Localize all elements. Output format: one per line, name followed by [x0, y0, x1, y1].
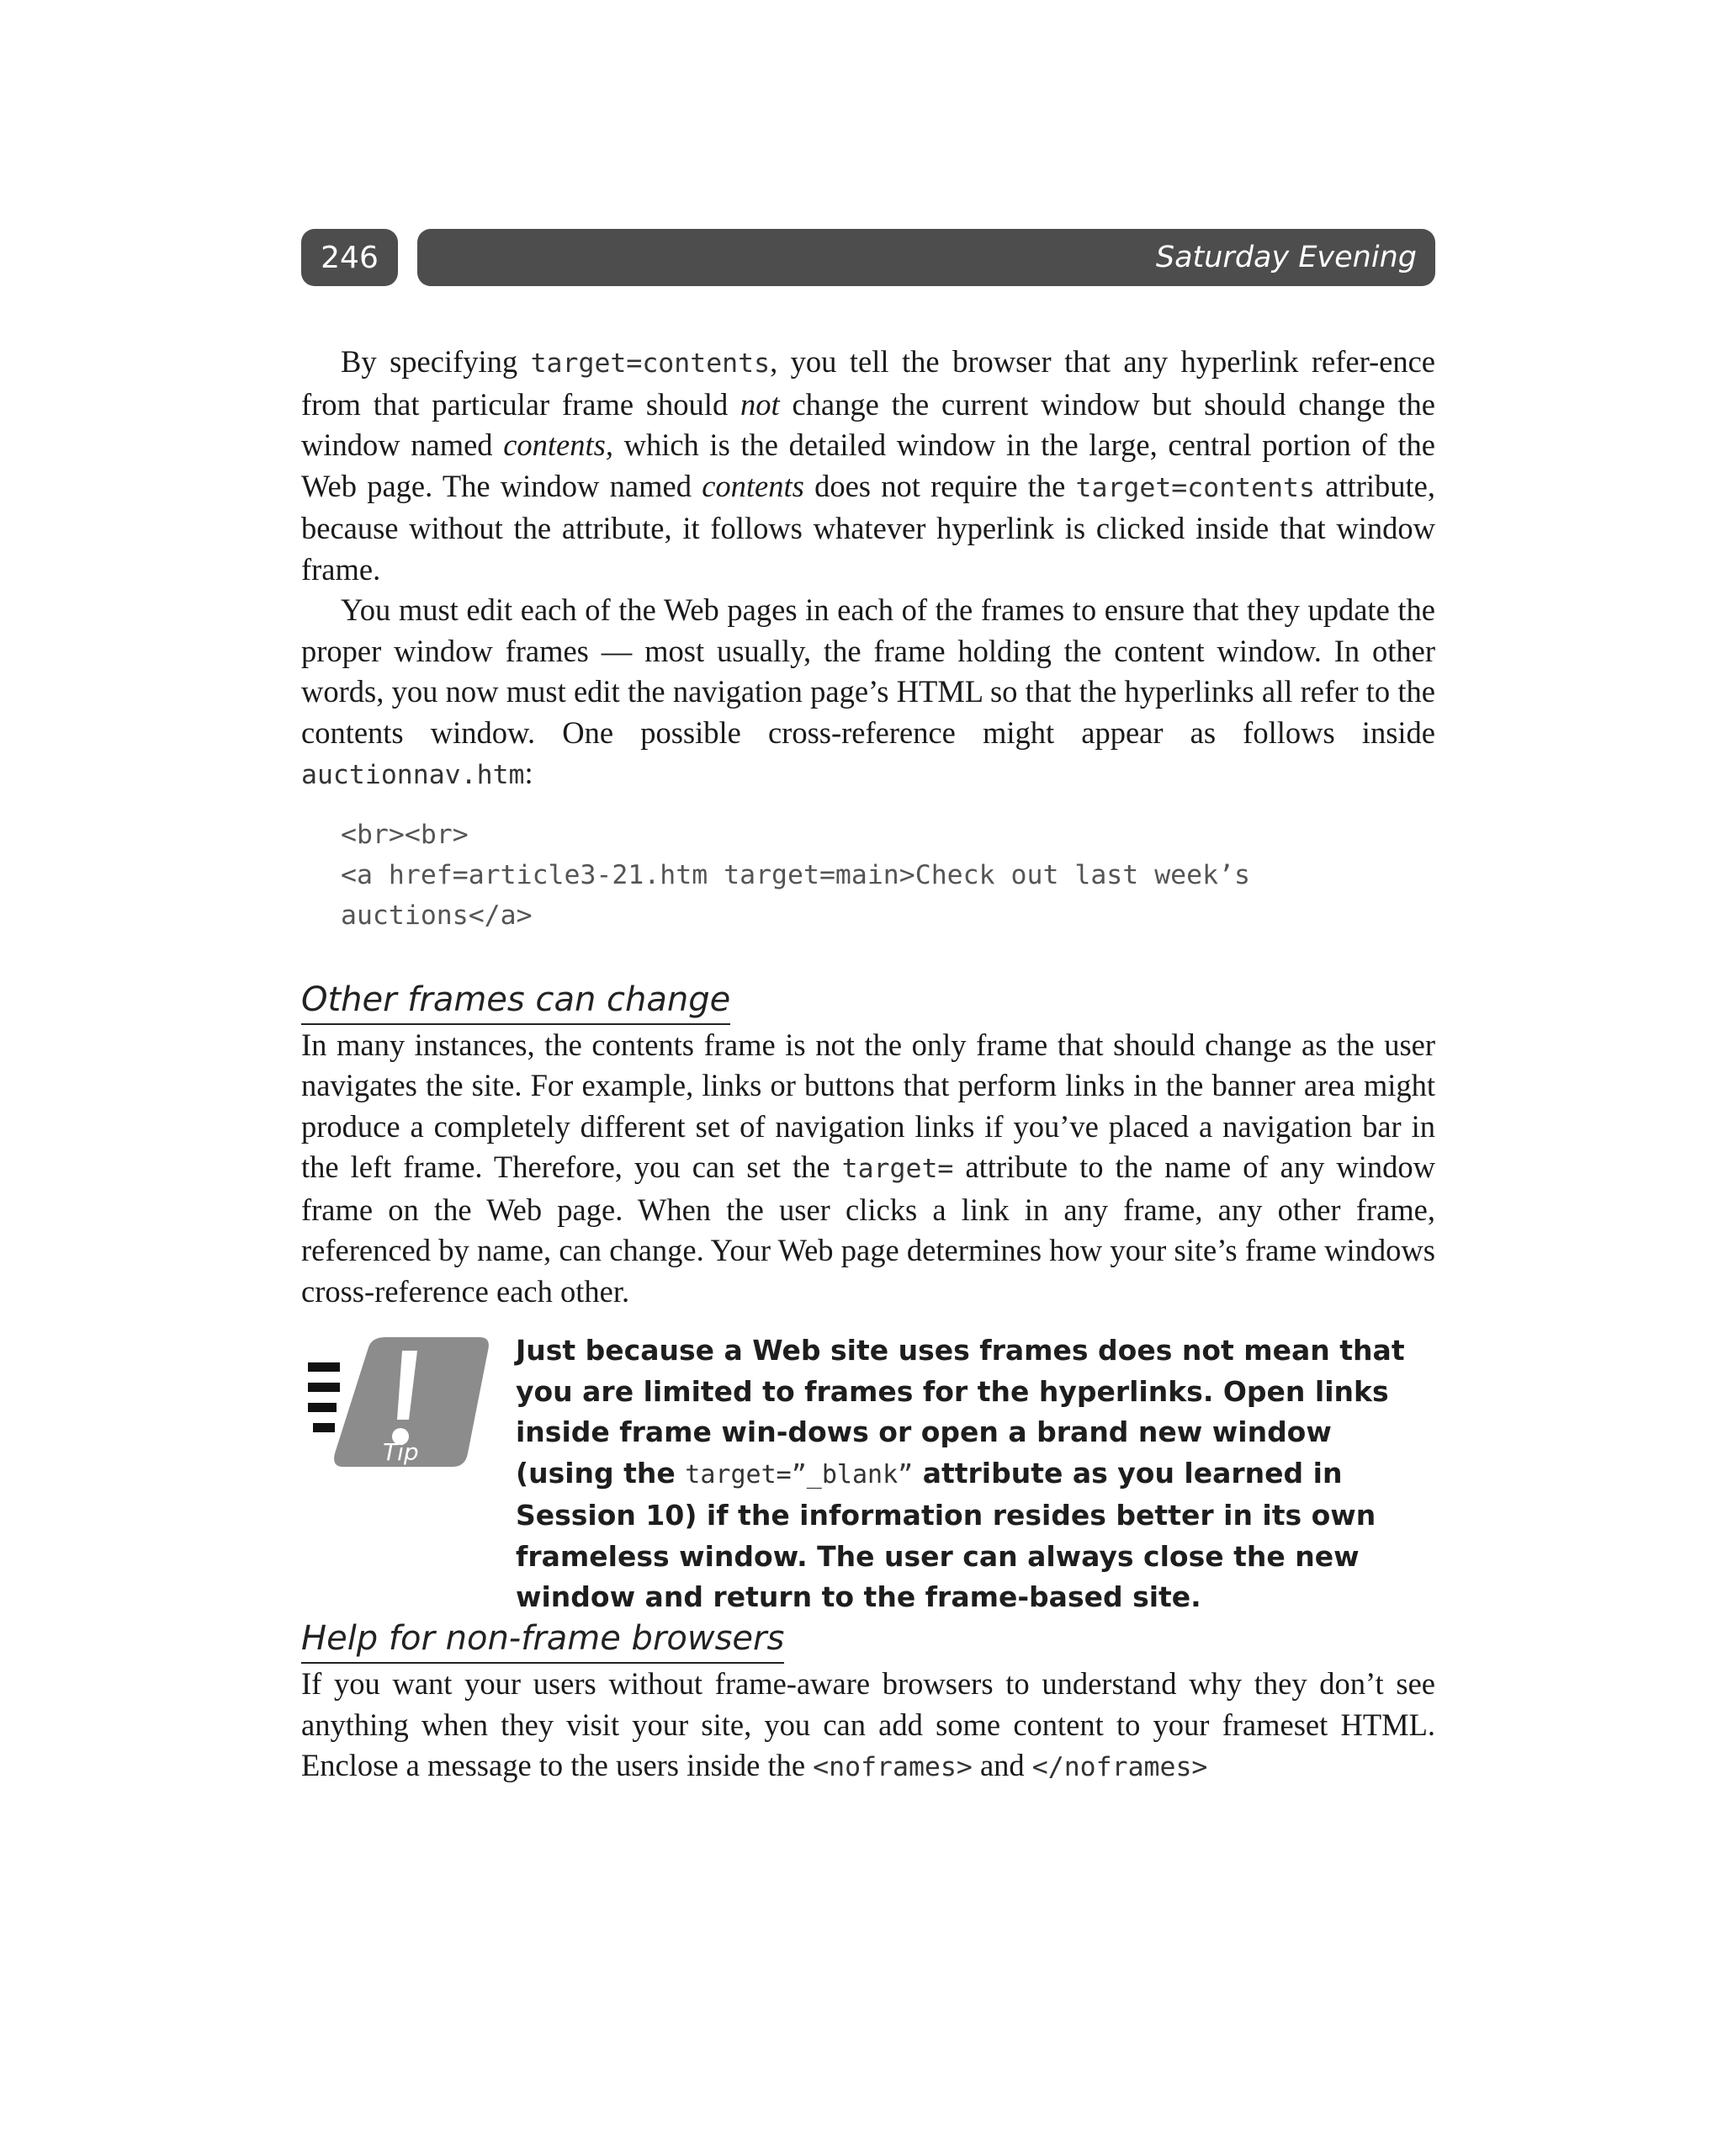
- inline-code: <noframes>: [813, 1752, 973, 1782]
- page-body: [301, 342, 1435, 1788]
- code-example: [341, 815, 1435, 936]
- section-title: Saturday Evening: [1155, 241, 1417, 274]
- text: which is the detailed window in the large, central portion of the Web page. The window named: [301, 427, 1435, 503]
- inline-code: target=contents: [530, 348, 771, 379]
- tip-icon-label: Tip: [383, 1438, 419, 1466]
- text: If you want your users without frame-aware browsers to understand why they don’t see anything when they visit your site, you can add some content to your frameset HTML. Enclose a message to the users inside the: [301, 1666, 1435, 1782]
- paragraph-target-contents: [301, 342, 1435, 590]
- text: and: [972, 1748, 1032, 1782]
- emphasis: contents,: [503, 427, 613, 462]
- text: change the current window but should change the window named: [301, 386, 1435, 462]
- section-heading-other-frames: Other frames can change: [301, 978, 730, 1025]
- text: Just because a Web site uses frames does not mean that you are limited to frames for the hyperlinks. Open links inside frame win-dows or open a brand new window (using the: [516, 1334, 1405, 1490]
- inline-code: target=”_blank”: [685, 1459, 914, 1490]
- code-line: auctions</a>: [341, 900, 533, 931]
- tip-icon: [301, 1336, 495, 1470]
- text: attribute as you learned in Session 10) if the information resides better in its own frameless window. The user can always close the new window and return to the frame-based site.: [516, 1456, 1376, 1613]
- emphasis: contents: [702, 468, 804, 503]
- inline-code: target=contents: [1075, 472, 1315, 503]
- text: :: [524, 756, 533, 790]
- paragraph-other-frames: [301, 1025, 1435, 1313]
- paragraph-edit-pages: [301, 590, 1435, 796]
- text: attribute, because without the attribute, it follows whatever hyperlink is clicked inside that window frame.: [301, 468, 1435, 587]
- text: You must edit each of the Web pages in each of the frames to ensure that they update the proper window frames — most usually, the frame holding the content window. In other words, you now must edit the navigation page’s HTML so that the hyperlinks all refer to the contents window. One possible cross-reference might appear as follows inside: [301, 592, 1435, 750]
- section-heading-non-frame-browsers: Help for non-frame browsers: [301, 1617, 784, 1664]
- text: By specifying: [341, 344, 531, 379]
- inline-code: target=: [841, 1154, 954, 1184]
- text: , you tell the browser that any hyperlink refer-ence from that particular frame should: [301, 344, 1436, 422]
- paragraph-noframes: [301, 1664, 1435, 1788]
- tip-box: [301, 1330, 1435, 1613]
- text: does not require the: [803, 468, 1076, 503]
- tip-text: [516, 1330, 1435, 1618]
- code-line: <br><br>: [341, 819, 469, 850]
- text: attribute to the name of any window frame on the Web page. When the user clicks a link in any frame, any other frame, referenced by name, can change. Your Web page determines how your site’s frame windows cross-reference each other.: [301, 1150, 1436, 1309]
- code-line: <a href=article3-21.htm target=main>Check out last week’s: [341, 859, 1250, 890]
- inline-code: auctionnav.htm: [301, 760, 525, 790]
- emphasis: not: [740, 386, 780, 422]
- page-number: 246: [301, 229, 398, 286]
- inline-code: </noframes>: [1031, 1752, 1208, 1782]
- text: In many instances, the contents frame is not the only frame that should change as the user navigates the site. For example, links or buttons that perform links in the banner area might produce a completely different set of navigation links if you’ve placed a navigation bar in the left frame. Therefore, you can set the: [301, 1027, 1435, 1184]
- running-header: [417, 229, 1435, 286]
